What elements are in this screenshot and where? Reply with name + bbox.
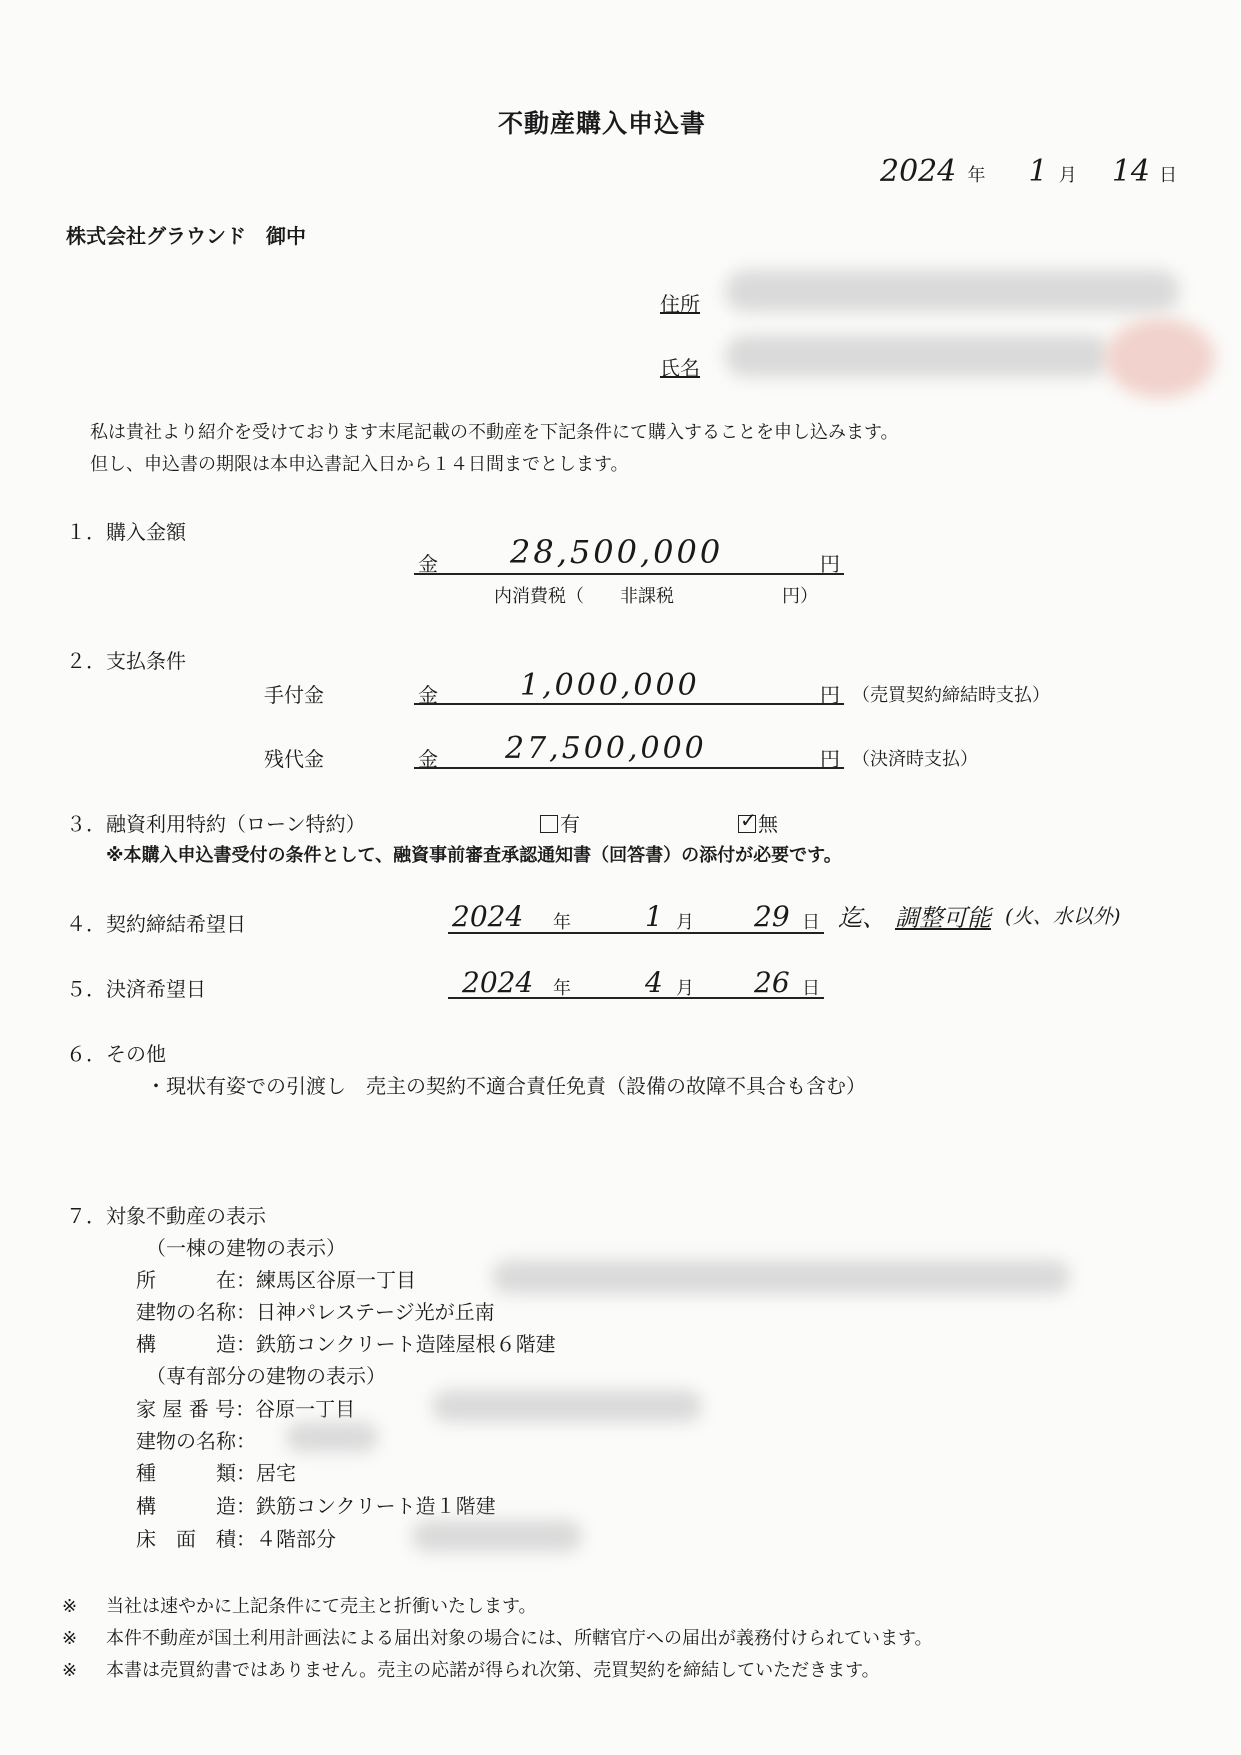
loan-option-yes[interactable] (540, 808, 580, 837)
name-label: 氏名 (660, 356, 700, 380)
unit-row (136, 1490, 496, 1519)
settlement-year-unit: 年 (553, 978, 571, 999)
recipient: 株式会社グラウンド 御中 (66, 224, 306, 248)
purchase-prefix: 金 (418, 552, 438, 576)
redacted-house-number (432, 1390, 702, 1422)
settlement-year: 2024 (462, 966, 534, 999)
redacted-name (725, 335, 1110, 377)
property-row (136, 1328, 556, 1357)
loan-no-label: 無 (758, 812, 778, 836)
loan-note: ※本購入申込書受付の条件として、融資事前審査承認通知書（回答書）の添付が必要です。 (106, 845, 842, 866)
loan-option-no[interactable] (738, 808, 778, 837)
unit-row-value: 居宅 (256, 1461, 296, 1485)
purchase-amount: 28,500,000 (510, 533, 724, 571)
date-month-unit: 月 (1058, 165, 1077, 186)
balance-note: （決済時支払） (852, 749, 978, 770)
section-4-heading: ４．契約締結希望日 (66, 912, 246, 936)
date-year-unit: 年 (967, 165, 986, 186)
application-date (880, 154, 1177, 189)
note-text: 本件不動産が国土利用計画法による届出対象の場合には、所轄官庁への届出が義務付けられています。 (106, 1628, 933, 1649)
unit-row-label: 構 造： (136, 1494, 256, 1518)
unit-row-value: 谷原一丁目 (255, 1397, 356, 1421)
property-row-value: 日神パレステージ光が丘南 (256, 1300, 495, 1324)
contract-hand-note-3: (火、水以外) (1005, 904, 1121, 928)
deposit-underline (414, 703, 844, 705)
other-item: ・現状有姿での引渡し 売主の契約不適合責任免責（設備の故障不具合も含む） (146, 1074, 866, 1098)
deposit-unit: 円 (820, 683, 840, 707)
section-3-heading: ３．融資利用特約（ローン特約） (66, 812, 366, 836)
section-5-heading: ５．決済希望日 (66, 977, 206, 1001)
contract-year: 2024 (452, 900, 524, 933)
redacted-address-detail (492, 1260, 1070, 1294)
intro-line-2: 但し、申込書の期限は本申込書記入日から１４日間までとします。 (90, 454, 629, 475)
property-row (136, 1264, 416, 1293)
section-2-heading: ２．支払条件 (66, 649, 186, 673)
property-row-value: 練馬区谷原一丁目 (256, 1268, 416, 1292)
purchase-unit: 円 (820, 552, 840, 576)
balance-unit: 円 (820, 747, 840, 771)
settlement-month: 4 (645, 966, 663, 999)
property-row-value: 鉄筋コンクリート造陸屋根６階建 (256, 1332, 556, 1356)
tax-note: 内消費税（ 非課税 円） (494, 586, 818, 607)
settlement-day: 26 (754, 966, 790, 999)
balance-label: 残代金 (264, 747, 324, 771)
contract-date-underline (448, 932, 824, 934)
balance-underline (414, 767, 844, 769)
check-mark-icon: ✓ (740, 808, 757, 832)
building-header: （一棟の建物の表示） (146, 1236, 346, 1260)
date-day-unit: 日 (1159, 165, 1178, 186)
unit-header: （専有部分の建物の表示） (146, 1364, 386, 1388)
note-text: 当社は速やかに上記条件にて売主と折衝いたします。 (106, 1596, 537, 1617)
unit-row (136, 1523, 336, 1552)
settlement-month-unit: 月 (676, 978, 694, 999)
contract-day-unit: 日 (802, 912, 820, 933)
balance-amount: 27,500,000 (505, 731, 707, 766)
redacted-seal (1105, 318, 1215, 398)
unit-row-value: ４階部分 (256, 1527, 336, 1551)
note-mark: ※ (62, 1660, 78, 1681)
property-row (136, 1296, 495, 1325)
footer-note (62, 1624, 933, 1650)
loan-yes-checkbox[interactable] (540, 815, 558, 833)
document-title: 不動産購入申込書 (498, 109, 707, 138)
contract-year-unit: 年 (553, 912, 571, 933)
address-label: 住所 (660, 292, 700, 316)
deposit-label: 手付金 (264, 683, 324, 707)
date-year: 2024 (880, 154, 957, 189)
deposit-note: （売買契約締結時支払） (852, 685, 1050, 706)
contract-hand-note-2: 調整可能 (895, 904, 991, 932)
date-month: 1 (1028, 154, 1048, 189)
unit-row-label: 種 類： (136, 1461, 256, 1485)
note-mark: ※ (62, 1628, 78, 1649)
section-1-heading: １．購入金額 (66, 520, 186, 544)
unit-row (136, 1393, 355, 1422)
redacted-floor-area (412, 1520, 582, 1552)
loan-yes-label: 有 (560, 812, 580, 836)
deposit-prefix: 金 (418, 683, 438, 707)
redacted-unit-name (286, 1422, 378, 1452)
contract-day: 29 (754, 900, 790, 933)
unit-row-label: 建物の名称： (136, 1429, 256, 1453)
loan-no-checkbox[interactable] (738, 808, 757, 833)
redacted-address (725, 270, 1180, 312)
property-row-label: 所 在： (136, 1268, 256, 1292)
date-day: 14 (1111, 154, 1151, 189)
unit-row-label: 家 屋 番 号： (136, 1397, 256, 1421)
contract-month: 1 (645, 900, 663, 933)
note-text: 本書は売買約書ではありません。売主の応諾が得られ次第、売買契約を締結していただきます。 (106, 1660, 880, 1681)
section-6-heading: ６．その他 (66, 1042, 166, 1066)
unit-row-value: 鉄筋コンクリート造１階建 (256, 1494, 496, 1518)
unit-row (136, 1425, 256, 1454)
balance-prefix: 金 (418, 747, 438, 771)
note-mark: ※ (62, 1596, 78, 1617)
intro-line-1: 私は貴社より紹介を受けております末尾記載の不動産を下記条件にて購入することを申し込みます。 (90, 422, 899, 443)
property-row-label: 構 造： (136, 1332, 256, 1356)
section-7-heading: ７．対象不動産の表示 (66, 1204, 266, 1228)
property-row-label: 建物の名称： (136, 1300, 256, 1324)
unit-row-label: 床 面 積： (136, 1527, 256, 1551)
settlement-date-underline (448, 997, 824, 999)
purchase-underline (414, 573, 844, 575)
contract-month-unit: 月 (676, 912, 694, 933)
unit-row (136, 1457, 296, 1486)
contract-hand-note-1: 迄、 (838, 904, 886, 932)
deposit-amount: 1,000,000 (520, 668, 700, 703)
footer-note (62, 1656, 880, 1682)
footer-note (62, 1592, 537, 1618)
settlement-day-unit: 日 (802, 978, 820, 999)
